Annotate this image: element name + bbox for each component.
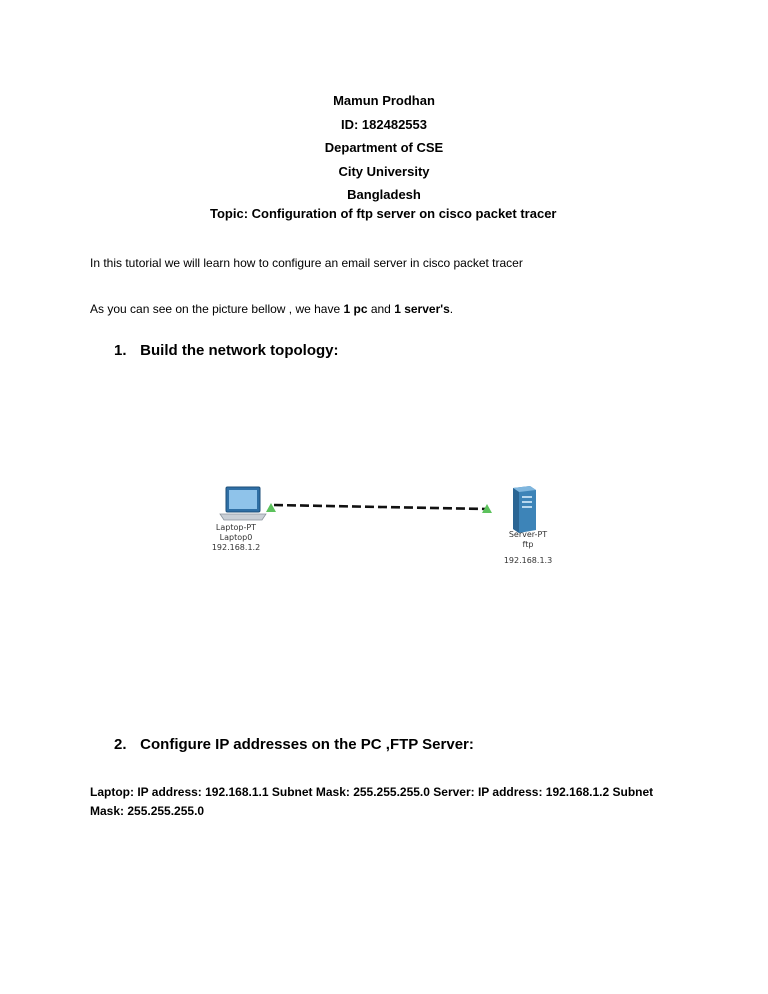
ip-configuration-text: Laptop: IP address: 192.168.1.1 Subnet Mask: 255.255.255.0 Server: IP address: 192.168.1.2 Subnet Mask: 255.255.255.0 [90, 785, 654, 818]
laptop-label [208, 523, 264, 553]
section-1-heading [114, 342, 339, 359]
author-country: Bangladesh [347, 187, 421, 202]
section-1-title: Build the network topology: [140, 342, 339, 359]
section-1-number: 1. [114, 342, 127, 359]
overview-server: 1 server's [394, 302, 450, 316]
laptop-type: Laptop-PT [215, 523, 257, 532]
overview-suffix: . [449, 302, 454, 316]
author-university: City University [338, 163, 430, 179]
author-department: Department of CSE [324, 140, 444, 155]
topic-title: Topic: Configuration of ftp server on cisco packet tracer [210, 206, 557, 221]
overview-pc: 1 pc [343, 302, 368, 316]
laptop-ip: 192.168.1.2 [211, 543, 261, 552]
laptop-name: Laptop0 [219, 533, 253, 542]
server-label [500, 530, 556, 566]
section-2-title: Configure IP addresses on the PC ,FTP Server: [140, 736, 474, 753]
server-name: ftp [522, 540, 534, 549]
section-2-heading [114, 736, 474, 753]
author-name: Mamun Prodhan [333, 93, 435, 108]
server-type: Server-PT [508, 530, 548, 539]
overview-prefix: As you can see on the picture bellow , we have [90, 302, 344, 316]
network-topology-figure [200, 478, 570, 578]
network-link [274, 505, 488, 509]
author-header [0, 89, 768, 207]
author-id: ID: 182482553 [340, 116, 427, 132]
intro-paragraph: In this tutorial we will learn how to configure an email server in cisco packet tracer [90, 256, 523, 270]
laptop-icon [220, 487, 266, 520]
overview-middle: and [367, 302, 395, 316]
server-ip: 192.168.1.3 [503, 556, 553, 565]
server-icon [513, 486, 536, 533]
overview-paragraph [90, 302, 453, 316]
section-2-number: 2. [114, 736, 127, 753]
